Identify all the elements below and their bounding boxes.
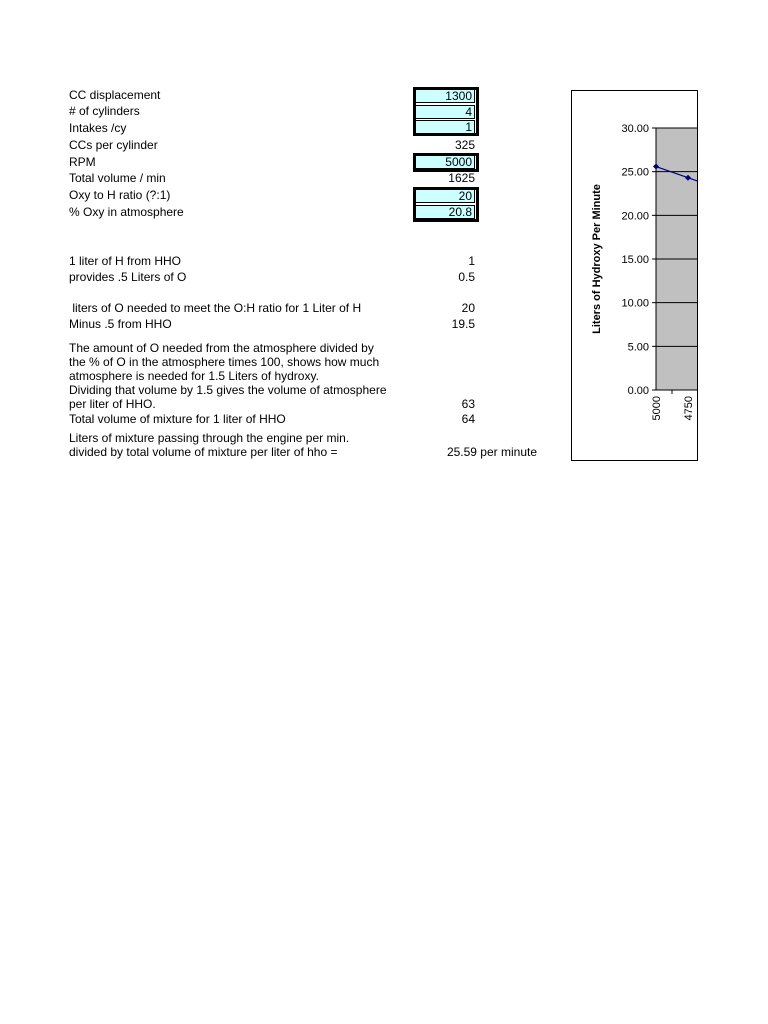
ratio-label: Oxy to H ratio (?:1) xyxy=(69,188,171,202)
passing-line-2: divided by total volume of mixture per liter of hho = xyxy=(69,445,338,459)
rpm-label: RPM xyxy=(69,155,96,169)
h-from-hho-label: 1 liter of H from HHO xyxy=(69,254,182,268)
x-tick-label: 4750 xyxy=(683,396,695,421)
y-tick-label: 0.00 xyxy=(627,385,649,397)
y-tick-label: 20.00 xyxy=(621,210,649,223)
total-mixture-value: 64 xyxy=(461,412,475,426)
ccs-per-cylinder-value: 325 xyxy=(454,138,475,152)
ccs-per-cylinder-label: CCs per cylinder xyxy=(69,138,158,152)
minus-label: Minus .5 from HHO xyxy=(69,317,172,331)
explanation-line-5: per liter of HHO. xyxy=(69,397,156,411)
y-tick-label: 15.00 xyxy=(621,254,649,266)
explanation-line-3: atmosphere is needed for 1.5 Liters of hydroxy. xyxy=(69,369,319,383)
total-volume-label: Total volume / min xyxy=(69,171,166,185)
chart-svg xyxy=(572,91,698,461)
result-value: 25.59 per minute xyxy=(446,445,537,459)
cc-label: CC displacement xyxy=(69,88,161,102)
oxy-atmosphere-label: % Oxy in atmosphere xyxy=(69,205,184,219)
per-liter-value: 63 xyxy=(461,397,475,411)
cylinders-label: # of cylinders xyxy=(69,104,140,118)
passing-line-1: Liters of mixture passing through the engine per min. xyxy=(69,431,350,445)
h-from-hho-value: 1 xyxy=(468,254,475,268)
y-tick-label: 30.00 xyxy=(621,123,649,135)
y-tick-label: 25.00 xyxy=(621,166,649,179)
x-tick-label: 5000 xyxy=(651,396,663,421)
o-needed-value: 20 xyxy=(461,301,475,315)
intakes-input[interactable]: 1 xyxy=(415,120,475,134)
rpm-input[interactable]: 5000 xyxy=(415,155,475,169)
oxy-atmosphere-input[interactable]: 20.8 xyxy=(415,205,475,219)
cylinders-input[interactable]: 4 xyxy=(415,105,475,119)
explanation-line-2: the % of O in the atmosphere times 100, shows how much xyxy=(69,355,380,369)
y-tick-label: 10.00 xyxy=(621,297,649,310)
total-volume-value: 1625 xyxy=(448,171,475,185)
y-tick-label: 5.00 xyxy=(627,341,649,354)
o-provided-value: 0.5 xyxy=(458,270,475,284)
cc-input[interactable]: 1300 xyxy=(415,89,475,103)
hydroxy-chart xyxy=(571,90,698,461)
minus-value: 19.5 xyxy=(451,317,475,331)
explanation-line-1: The amount of O needed from the atmosphere divided by xyxy=(69,341,374,355)
total-mixture-label: Total volume of mixture for 1 liter of HHO xyxy=(69,412,286,426)
ratio-input[interactable]: 20 xyxy=(415,189,475,203)
o-needed-label: liters of O needed to meet the O:H ratio for 1 Liter of H xyxy=(69,301,362,315)
intakes-label: Intakes /cy xyxy=(69,121,127,135)
y-axis-label: Liters of Hydroxy Per Minute xyxy=(591,184,603,334)
explanation-line-4: Dividing that volume by 1.5 gives the volume of atmosphere xyxy=(69,383,387,397)
o-provided-label: provides .5 Liters of O xyxy=(69,270,187,284)
